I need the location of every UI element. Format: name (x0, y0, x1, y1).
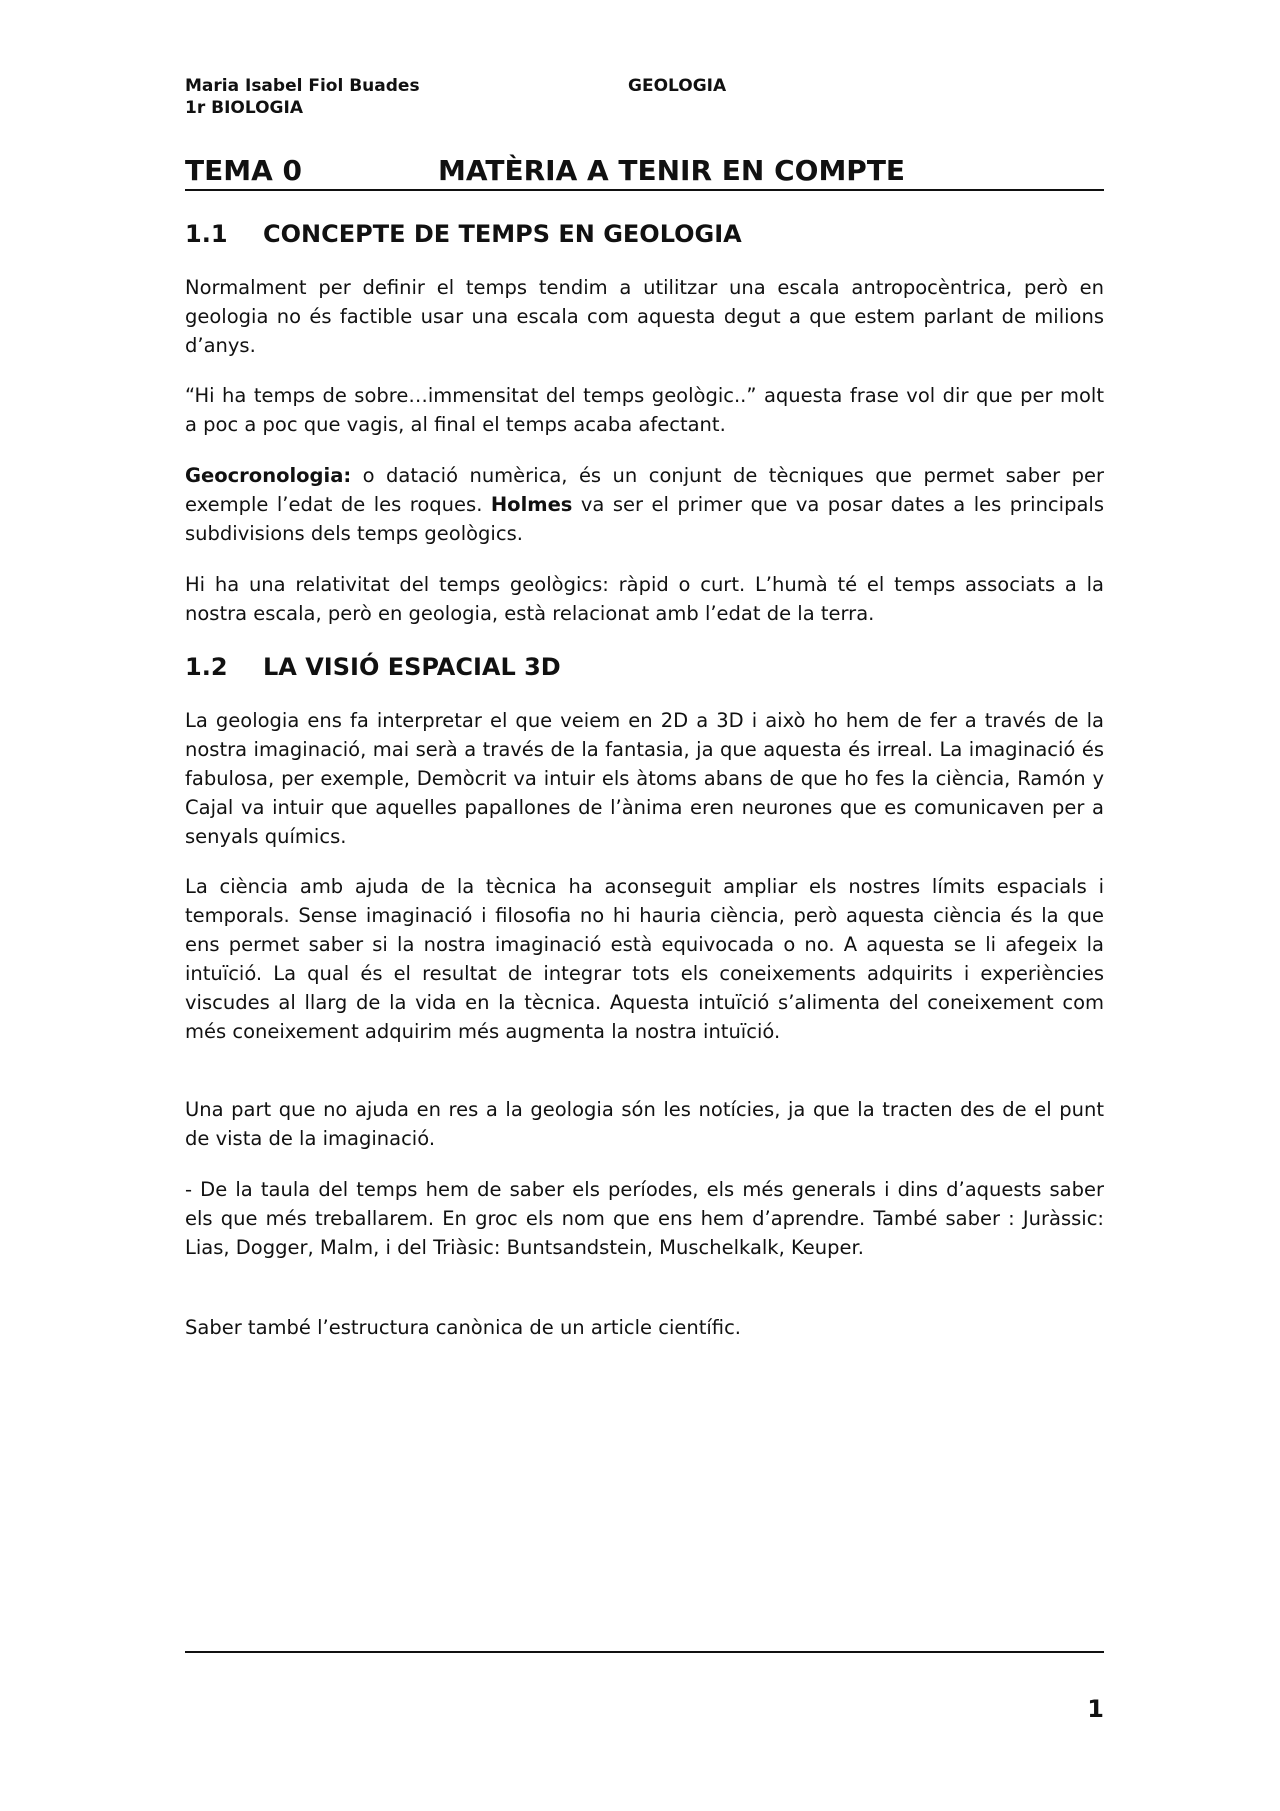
title-number: TEMA 0 (185, 154, 302, 187)
paragraph: La ciència amb ajuda de la tècnica ha aconseguit ampliar els nostres límits espacials i temporals. Sense imaginació i filosofia no hi hauria ciència, però aquesta ciència és la que ens permet saber si la nostra imaginació està equivocada o no. A aquesta se li afegeix la intuïció. La qual és el resultat de integrar tots els coneixements adquirits i experiències viscudes al llarg de la vida en la tècnica. Aquesta intuïció s’alimenta del coneixement com més coneixement adquirim més augmenta la nostra intuïció. (185, 875, 1104, 1043)
header-subject: GEOLOGIA (628, 76, 727, 96)
document-title (185, 153, 1104, 191)
footer-divider (185, 1651, 1104, 1653)
header-author: Maria Isabel Fiol Buades (185, 76, 420, 96)
section-number: 1.1 (185, 220, 228, 248)
document-page (185, 0, 1104, 1811)
paragraph: Una part que no ajuda en res a la geologia són les notícies, ja que la tracten des de el punt de vista de la imaginació. (185, 1098, 1104, 1150)
page-number: 1 (1087, 1695, 1104, 1723)
paragraph-text: o datació numèrica, és un conjunt de tècniques que permet saber per exemple l’edat de les roques. (185, 464, 1104, 516)
header-course: 1r BIOLOGIA (185, 98, 303, 118)
section-title: CONCEPTE DE TEMPS EN GEOLOGIA (263, 220, 742, 248)
section-number: 1.2 (185, 653, 228, 681)
paragraph: Saber també l’estructura canònica de un article científic. (185, 1316, 741, 1339)
paragraph: “Hi ha temps de sobre…immensitat del temps geològic..” aquesta frase vol dir que per molt a poc a poc que vagis, al final el temps acaba afectant. (185, 384, 1104, 436)
term-geocronologia: Geocronologia: (185, 464, 352, 487)
section-heading-1-2 (185, 652, 561, 682)
paragraph-text: va ser el primer que va posar dates a les principals subdivisions dels temps geològics. (185, 493, 1104, 545)
paragraph-geocronologia (185, 461, 1104, 548)
paragraph: Hi ha una relativitat del temps geològics: ràpid o curt. L’humà té el temps associats a la nostra escala, però en geologia, està relacionat amb l’edat de la terra. (185, 573, 1104, 625)
paragraph: La geologia ens fa interpretar el que veiem en 2D a 3D i això ho hem de fer a través de la nostra imaginació, mai serà a través de la fantasia, ja que aquesta és irreal. La imaginació és fabulosa, per exemple, Demòcrit va intuir els àtoms abans de que ho fes la ciència, Ramón y Cajal va intuir que aquelles papallones de l’ànima eren neurones que es comunicaven per a senyals químics. (185, 709, 1104, 848)
paragraph: - De la taula del temps hem de saber els períodes, els més generals i dins d’aquests saber els que més treballarem. En groc els nom que ens hem d’aprendre. També saber : Juràssic: Lias, Dogger, Malm, i del Triàsic: Buntsandstein, Muschelkalk, Keuper. (185, 1178, 1104, 1259)
title-text: MATÈRIA A TENIR EN COMPTE (438, 154, 906, 187)
section-title: LA VISIÓ ESPACIAL 3D (263, 653, 561, 681)
term-holmes: Holmes (490, 493, 573, 516)
paragraph: Normalment per definir el temps tendim a utilitzar una escala antropocèntrica, però en geologia no és factible usar una escala com aquesta degut a que estem parlant de milions d’anys. (185, 276, 1104, 357)
section-heading-1-1 (185, 219, 742, 249)
